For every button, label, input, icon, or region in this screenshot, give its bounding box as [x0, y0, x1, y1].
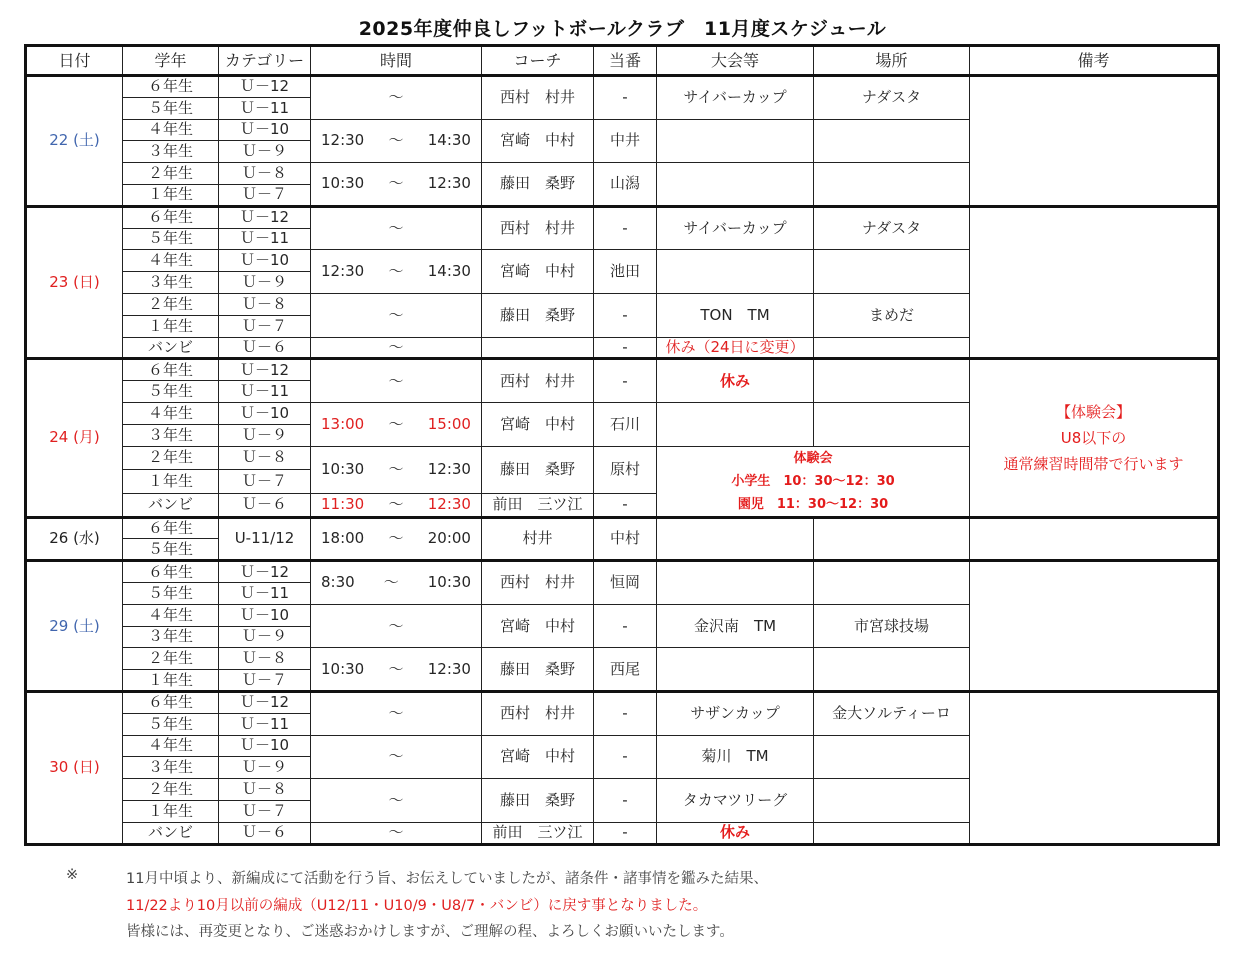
time-cell: ～ [311, 822, 482, 844]
place-cell [814, 822, 970, 844]
time-cell: 12:30 ～ 14:30 [311, 119, 482, 163]
duty-cell: - [594, 206, 657, 250]
event-cell: 菊川 TM [657, 735, 814, 779]
duty-cell: - [594, 76, 657, 120]
grade-cell: ３年生 [123, 272, 219, 294]
page-title: 2025年度仲良しフットボールクラブ 11月度スケジュール [358, 18, 887, 40]
remarks-line: 通常練習時間帯で行います [1003, 454, 1184, 473]
header-category: カテゴリー [219, 46, 311, 76]
grade-cell: １年生 [123, 470, 219, 494]
grade-cell: ５年生 [123, 582, 219, 604]
place-cell [814, 250, 970, 294]
time-cell: ～ [311, 76, 482, 120]
place-cell: まめだ [814, 293, 970, 337]
date-cell: 24 (月) [26, 359, 123, 517]
time-cell: ～ [311, 779, 482, 823]
event-cell [657, 250, 814, 294]
coach-cell: 西村 村井 [482, 359, 594, 403]
remarks-cell [970, 206, 1219, 359]
date-cell: 23 (日) [26, 206, 123, 359]
coach-cell [482, 337, 594, 359]
category-cell: Ｕ－12 [219, 691, 311, 713]
experience-kinder: 園児 11：30～12：30 [737, 496, 889, 512]
grade-cell: バンビ [123, 822, 219, 844]
date-cell: 30 (日) [26, 691, 123, 844]
note-line-1: 11月中頃より、新編成にて活動を行う旨、お伝えしていましたが、諸条件・諸事情を鑑みた結果、 [126, 871, 768, 887]
remarks-cell [970, 517, 1219, 561]
place-cell [814, 735, 970, 779]
place-cell: 金大ソルティーロ [814, 691, 970, 735]
place-cell: 市宮球技場 [814, 604, 970, 648]
grade-cell: ４年生 [123, 735, 219, 757]
duty-cell: - [594, 735, 657, 779]
grade-cell: ５年生 [123, 539, 219, 561]
grade-cell: バンビ [123, 337, 219, 359]
category-cell: Ｕ－８ [219, 779, 311, 801]
note-line-3: 皆様には、再変更となり、ご迷惑おかけしますが、ご理解の程、よろしくお願いいたします。 [126, 924, 734, 940]
category-cell: Ｕ－12 [219, 359, 311, 381]
grade-cell: ５年生 [123, 97, 219, 119]
category-cell: Ｕ－８ [219, 293, 311, 315]
category-cell: Ｕ－11 [219, 713, 311, 735]
coach-cell: 宮崎 中村 [482, 604, 594, 648]
duty-cell: - [594, 337, 657, 359]
table-row [26, 359, 1219, 381]
duty-cell: 山潟 [594, 163, 657, 207]
date-cell: 26 (水) [26, 517, 123, 561]
duty-cell: - [594, 779, 657, 823]
duty-cell: 原村 [594, 446, 657, 493]
category-cell: Ｕ－12 [219, 561, 311, 583]
remarks-line: 【体験会】 [1055, 402, 1131, 421]
category-cell: Ｕ－10 [219, 119, 311, 141]
grade-cell: ５年生 [123, 713, 219, 735]
table-row [26, 517, 1219, 539]
event-cell [657, 561, 814, 605]
category-cell: Ｕ－７ [219, 315, 311, 337]
table-row [26, 561, 1219, 583]
category-cell: Ｕ－７ [219, 184, 311, 206]
duty-cell: 西尾 [594, 648, 657, 692]
grade-cell: ６年生 [123, 561, 219, 583]
time-cell: ～ [311, 337, 482, 359]
time-cell: 10:30 ～ 12:30 [311, 648, 482, 692]
grade-cell: ３年生 [123, 757, 219, 779]
category-cell: Ｕ－９ [219, 272, 311, 294]
coach-cell: 宮崎 中村 [482, 250, 594, 294]
category-cell: Ｕ－11 [219, 582, 311, 604]
remarks-cell [970, 691, 1219, 844]
category-cell: Ｕ－12 [219, 206, 311, 228]
event-cell: 金沢南 TM [657, 604, 814, 648]
category-cell: Ｕ－７ [219, 670, 311, 692]
header-remarks: 備考 [970, 46, 1219, 76]
experience-event-cell [657, 446, 970, 517]
category-cell: Ｕ－11 [219, 97, 311, 119]
header-row [26, 46, 1219, 76]
grade-cell: ２年生 [123, 648, 219, 670]
duty-cell: - [594, 359, 657, 403]
category-cell: Ｕ－12 [219, 76, 311, 98]
category-cell: Ｕ－７ [219, 800, 311, 822]
event-cell: 休み（24日に変更） [657, 337, 814, 359]
grade-cell: ２年生 [123, 446, 219, 470]
grade-cell: ６年生 [123, 76, 219, 98]
experience-title: 体験会 [793, 450, 833, 466]
grade-cell: ３年生 [123, 424, 219, 446]
time-cell: ～ [311, 735, 482, 779]
place-cell [814, 779, 970, 823]
date-cell: 29 (土) [26, 561, 123, 692]
place-cell: ナダスタ [814, 76, 970, 120]
grade-cell: １年生 [123, 670, 219, 692]
coach-cell: 西村 村井 [482, 561, 594, 605]
category-cell: Ｕ－11 [219, 228, 311, 250]
time-cell: 13:00 ～ 15:00 [311, 402, 482, 446]
coach-cell: 藤田 桑野 [482, 648, 594, 692]
coach-cell: 宮崎 中村 [482, 119, 594, 163]
remarks-cell [970, 76, 1219, 207]
time-cell: ～ [311, 691, 482, 735]
grade-cell: ６年生 [123, 517, 219, 539]
place-cell [814, 561, 970, 605]
category-cell: Ｕ－６ [219, 337, 311, 359]
duty-cell: - [594, 293, 657, 337]
event-cell [657, 648, 814, 692]
coach-cell: 西村 村井 [482, 691, 594, 735]
event-cell: サイバーカップ [657, 76, 814, 120]
remarks-line: U8以下の [1060, 428, 1127, 447]
time-cell: ～ [311, 604, 482, 648]
duty-cell: 恒岡 [594, 561, 657, 605]
coach-cell: 藤田 桑野 [482, 163, 594, 207]
coach-cell: 前田 三ツ江 [482, 493, 594, 517]
place-cell [814, 517, 970, 561]
coach-cell: 村井 [482, 517, 594, 561]
grade-cell: ２年生 [123, 293, 219, 315]
time-cell: ～ [311, 359, 482, 403]
grade-cell: ３年生 [123, 141, 219, 163]
grade-cell: ４年生 [123, 119, 219, 141]
place-cell [814, 337, 970, 359]
schedule-table [24, 44, 1220, 846]
time-cell: 8:30 ～ 10:30 [311, 561, 482, 605]
coach-cell: 藤田 桑野 [482, 293, 594, 337]
duty-cell: - [594, 691, 657, 735]
category-cell: Ｕ－10 [219, 735, 311, 757]
grade-cell: ４年生 [123, 402, 219, 424]
duty-cell: - [594, 493, 657, 517]
place-cell [814, 359, 970, 403]
event-cell: サイバーカップ [657, 206, 814, 250]
grade-cell: ４年生 [123, 250, 219, 272]
grade-cell: ４年生 [123, 604, 219, 626]
header-coach: コーチ [482, 46, 594, 76]
time-cell: 18:00 ～ 20:00 [311, 517, 482, 561]
coach-cell: 前田 三ツ江 [482, 822, 594, 844]
category-cell: Ｕ－８ [219, 163, 311, 185]
place-cell [814, 402, 970, 446]
category-cell: Ｕ－10 [219, 604, 311, 626]
time-cell: ～ [311, 293, 482, 337]
header-grade: 学年 [123, 46, 219, 76]
grade-cell: １年生 [123, 315, 219, 337]
event-cell: タカマツリーグ [657, 779, 814, 823]
category-cell: Ｕ－11 [219, 381, 311, 403]
remarks-cell [970, 359, 1219, 517]
event-cell [657, 119, 814, 163]
duty-cell: 中村 [594, 517, 657, 561]
coach-cell: 西村 村井 [482, 206, 594, 250]
grade-cell: １年生 [123, 800, 219, 822]
category-cell: Ｕ－６ [219, 822, 311, 844]
grade-cell: バンビ [123, 493, 219, 517]
table-row [26, 206, 1219, 228]
place-cell [814, 163, 970, 207]
category-cell: Ｕ－８ [219, 648, 311, 670]
duty-cell: - [594, 822, 657, 844]
header-place: 場所 [814, 46, 970, 76]
category-cell: Ｕ－６ [219, 493, 311, 517]
event-cell [657, 163, 814, 207]
duty-cell: 石川 [594, 402, 657, 446]
coach-cell: 宮崎 中村 [482, 402, 594, 446]
duty-cell: 中井 [594, 119, 657, 163]
category-cell: Ｕ－10 [219, 250, 311, 272]
event-cell: TON TM [657, 293, 814, 337]
duty-cell: 池田 [594, 250, 657, 294]
duty-cell: - [594, 604, 657, 648]
time-cell: 10:30 ～ 12:30 [311, 163, 482, 207]
place-cell: ナダスタ [814, 206, 970, 250]
grade-cell: １年生 [123, 184, 219, 206]
event-cell: 休み [657, 822, 814, 844]
category-cell: U-11/12 [219, 517, 311, 561]
event-cell: 休み [657, 359, 814, 403]
event-cell [657, 402, 814, 446]
category-cell: Ｕ－９ [219, 141, 311, 163]
grade-cell: ２年生 [123, 163, 219, 185]
category-cell: Ｕ－10 [219, 402, 311, 424]
time-cell: ～ [311, 206, 482, 250]
grade-cell: ３年生 [123, 626, 219, 648]
place-cell [814, 119, 970, 163]
header-date: 日付 [26, 46, 123, 76]
header-event: 大会等 [657, 46, 814, 76]
grade-cell: ２年生 [123, 779, 219, 801]
table-row [26, 691, 1219, 713]
category-cell: Ｕ－９ [219, 757, 311, 779]
time-cell: 12:30 ～ 14:30 [311, 250, 482, 294]
time-cell: 11:30 ～ 12:30 [311, 493, 482, 517]
grade-cell: ６年生 [123, 206, 219, 228]
time-cell: 10:30 ～ 12:30 [311, 446, 482, 493]
note-line-2: 11/22より10月以前の編成（U12/11・U10/9・U8/7・バンビ）に戻す事となりました。 [126, 898, 708, 914]
category-cell: Ｕ－７ [219, 470, 311, 494]
coach-cell: 藤田 桑野 [482, 446, 594, 493]
grade-cell: ５年生 [123, 228, 219, 250]
date-cell: 22 (土) [26, 76, 123, 207]
grade-cell: ５年生 [123, 381, 219, 403]
category-cell: Ｕ－９ [219, 424, 311, 446]
grade-cell: ６年生 [123, 359, 219, 381]
note-mark: ※ [66, 867, 79, 883]
place-cell [814, 648, 970, 692]
experience-elementary: 小学生 10：30～12：30 [731, 473, 895, 489]
header-time: 時間 [311, 46, 482, 76]
header-duty: 当番 [594, 46, 657, 76]
coach-cell: 藤田 桑野 [482, 779, 594, 823]
category-cell: Ｕ－９ [219, 626, 311, 648]
grade-cell: ６年生 [123, 691, 219, 713]
category-cell: Ｕ－８ [219, 446, 311, 470]
event-cell: サザンカップ [657, 691, 814, 735]
event-cell [657, 517, 814, 561]
remarks-cell [970, 561, 1219, 692]
coach-cell: 宮崎 中村 [482, 735, 594, 779]
coach-cell: 西村 村井 [482, 76, 594, 120]
table-row [26, 76, 1219, 98]
